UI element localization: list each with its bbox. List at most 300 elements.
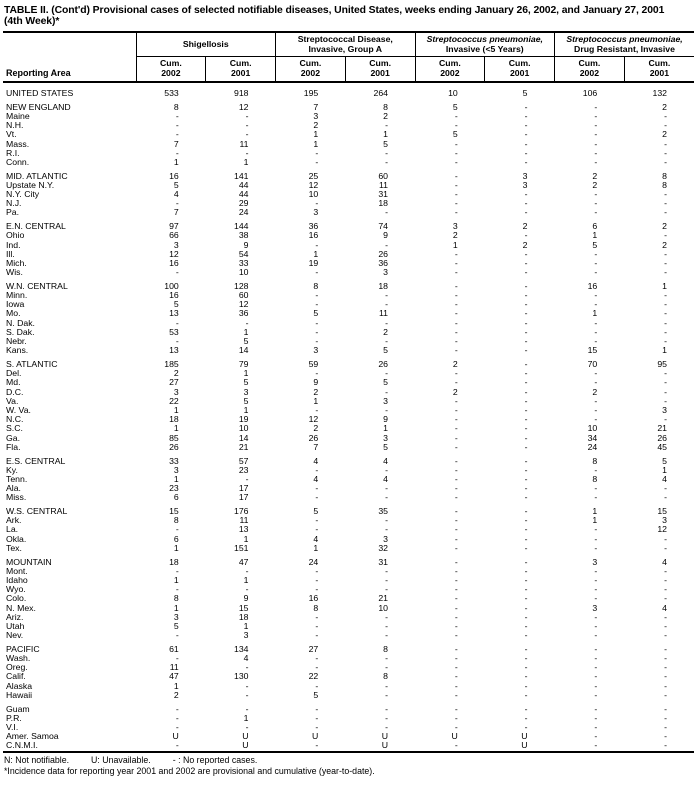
reporting-area-cell: Guam (6, 704, 30, 714)
value-cell: 7 (313, 102, 319, 112)
value-cell: - (594, 300, 598, 310)
value-cell: - (664, 644, 668, 654)
value-cell: - (664, 585, 668, 595)
value-cell: - (594, 249, 598, 259)
value-cell: 97 (169, 222, 179, 232)
value-cell: 5 (313, 507, 319, 517)
table-row (3, 732, 694, 741)
value-cell: 5 (383, 346, 389, 356)
value-cell: - (315, 240, 319, 250)
table-row (3, 631, 694, 640)
value-cell: 16 (169, 171, 179, 181)
value-cell: - (524, 723, 528, 732)
value-cell: 7 (173, 139, 179, 149)
value-cell: 3 (243, 387, 249, 397)
reporting-area-cell: Tenn. (6, 474, 28, 484)
table-header (3, 32, 694, 82)
value-cell: - (454, 723, 458, 732)
value-cell: - (664, 543, 668, 553)
value-cell: - (664, 672, 668, 682)
value-cell: - (524, 318, 528, 328)
value-cell: 16 (169, 291, 179, 301)
value-cell: - (664, 190, 668, 200)
value-cell: - (385, 663, 389, 673)
value-cell: 32 (378, 543, 389, 553)
table-row (3, 388, 694, 397)
value-cell: 2 (662, 222, 668, 232)
value-cell: - (315, 300, 319, 310)
value-cell: - (175, 121, 179, 131)
table-row (3, 172, 694, 181)
value-cell: 11 (378, 309, 389, 319)
value-cell: 10 (308, 190, 319, 200)
table-title-line2: (4th Week)* (4, 16, 60, 27)
value-cell: - (454, 663, 458, 673)
value-cell: 14 (238, 433, 249, 443)
value-cell: - (315, 566, 319, 576)
value-cell: 21 (657, 424, 668, 434)
reporting-area-cell: Ark. (6, 516, 22, 526)
column-header-cum-2001: Cum. 2001 (345, 57, 415, 82)
reporting-area-cell: Wis. (6, 268, 23, 278)
value-cell: - (664, 139, 668, 149)
value-cell: 2 (592, 387, 598, 397)
value-cell: 18 (169, 557, 179, 567)
group-header-row (3, 32, 694, 57)
value-cell: - (454, 456, 458, 466)
value-cell: 3 (173, 465, 179, 475)
footnote-incidence: *Incidence data for reporting year 2001 and 2002 are provisional and cumulative (year-to-date). (4, 765, 375, 776)
value-cell: - (175, 337, 179, 347)
value-cell: 22 (169, 396, 179, 406)
reporting-area-header: Reporting Area (3, 32, 136, 82)
value-cell: - (175, 318, 179, 328)
value-cell: - (524, 612, 528, 622)
value-cell: 128 (234, 281, 249, 291)
value-cell: - (454, 566, 458, 576)
value-cell: - (315, 704, 319, 714)
value-cell: - (245, 681, 249, 691)
value-cell: - (175, 199, 179, 209)
value-cell: - (454, 690, 458, 700)
value-cell: - (524, 208, 528, 218)
table-row (3, 585, 694, 594)
column-header-cum-2002: Cum. 2002 (276, 57, 346, 82)
value-cell: - (315, 516, 319, 526)
value-cell: - (175, 654, 179, 664)
value-cell: - (315, 493, 319, 503)
value-cell: 130 (234, 672, 249, 682)
value-cell: - (524, 507, 528, 517)
value-cell: - (524, 249, 528, 259)
column-header-cum-2002: Cum. 2002 (555, 57, 625, 82)
value-cell: 144 (234, 222, 249, 232)
value-cell: 19 (238, 415, 249, 425)
value-cell: 1 (592, 516, 598, 526)
value-cell: 10 (238, 424, 249, 434)
value-cell: - (594, 102, 598, 112)
value-cell: - (594, 268, 598, 278)
reporting-area-cell: N.C. (6, 415, 24, 425)
value-cell: 9 (383, 415, 389, 425)
value-cell: 1 (313, 249, 319, 259)
value-cell: 38 (238, 231, 249, 241)
table-row (3, 525, 694, 534)
value-cell: - (245, 148, 249, 158)
value-cell: 29 (238, 199, 249, 209)
value-cell: - (315, 723, 319, 732)
value-cell: 1 (173, 543, 179, 553)
value-cell: 1 (243, 157, 249, 167)
value-cell: - (385, 387, 389, 397)
value-cell: 1 (173, 681, 179, 691)
value-cell: 918 (234, 88, 249, 98)
reporting-area-cell: Del. (6, 369, 22, 379)
value-cell: 2 (452, 387, 458, 397)
value-cell: - (454, 337, 458, 347)
value-cell: - (454, 631, 458, 641)
value-cell: 27 (169, 378, 179, 388)
value-cell: - (524, 268, 528, 278)
group-header-strep-group-a (276, 32, 416, 57)
value-cell: - (175, 130, 179, 140)
column-header-cum-2001: Cum. 2001 (206, 57, 276, 82)
value-cell: - (664, 415, 668, 425)
value-cell: 141 (234, 171, 249, 181)
table-row (3, 231, 694, 240)
value-cell: - (664, 690, 668, 700)
value-cell: 176 (234, 507, 249, 517)
group-label: Invasive, Group A (308, 43, 383, 54)
value-cell: 36 (308, 222, 319, 232)
value-cell: - (245, 723, 249, 732)
value-cell: 10 (448, 88, 458, 98)
value-cell: - (454, 704, 458, 714)
value-cell: 4 (313, 474, 319, 484)
value-cell: - (454, 139, 458, 149)
value-cell: 8 (383, 644, 389, 654)
value-cell: 9 (243, 240, 249, 250)
value-cell: 12 (308, 415, 319, 425)
value-cell: - (385, 369, 389, 379)
value-cell: 14 (238, 346, 249, 356)
value-cell: - (385, 484, 389, 494)
value-cell: 13 (238, 525, 249, 535)
value-cell: 57 (238, 456, 249, 466)
value-cell: 1 (243, 327, 249, 337)
value-cell: 5 (452, 102, 458, 112)
value-cell: - (454, 309, 458, 319)
reporting-area-cell: Mont. (6, 566, 28, 576)
value-cell: - (524, 415, 528, 425)
value-cell: 2 (313, 387, 319, 397)
reporting-area-cell: Iowa (6, 300, 25, 310)
reporting-area-cell: Ill. (6, 249, 15, 259)
value-cell: - (385, 516, 389, 526)
value-cell: - (385, 208, 389, 218)
reporting-area-cell: Okla. (6, 534, 27, 544)
value-cell: - (594, 612, 598, 622)
value-cell: - (524, 585, 528, 595)
value-cell: 5 (173, 300, 179, 310)
value-cell: - (524, 713, 528, 723)
value-cell: - (245, 121, 249, 131)
value-cell: 26 (378, 249, 389, 259)
table-row (3, 723, 694, 732)
table-row (3, 199, 694, 208)
value-cell: - (385, 406, 389, 415)
reporting-area-cell: Wyo. (6, 585, 26, 595)
value-cell: 18 (378, 281, 389, 291)
table-row (3, 300, 694, 309)
value-cell: 85 (169, 433, 179, 443)
value-cell: - (524, 654, 528, 664)
value-cell: 8 (383, 102, 389, 112)
value-cell: - (385, 654, 389, 664)
value-cell: - (454, 318, 458, 328)
reporting-area-cell: Mich. (6, 258, 27, 268)
value-cell: - (315, 681, 319, 691)
value-cell: - (385, 585, 389, 595)
reporting-area-cell: E.S. CENTRAL (6, 456, 66, 466)
value-cell: - (524, 557, 528, 567)
value-cell: 3 (592, 603, 598, 613)
reporting-area-cell: Md. (6, 378, 21, 388)
value-cell: 24 (587, 442, 598, 452)
value-cell: - (315, 406, 319, 415)
value-cell: 3 (383, 534, 389, 544)
value-cell: - (664, 148, 668, 158)
value-cell: - (524, 281, 528, 291)
value-cell: 2 (173, 369, 179, 379)
value-cell: - (315, 621, 319, 631)
group-label: Streptococcal Disease, (297, 34, 393, 44)
value-cell: 79 (238, 359, 249, 369)
value-cell: 5 (243, 396, 249, 406)
table-row (3, 309, 694, 318)
value-cell: - (385, 612, 389, 622)
value-cell: 15 (657, 507, 668, 517)
value-cell: - (594, 130, 598, 140)
value-cell: - (594, 525, 598, 535)
value-cell: 2 (522, 240, 528, 250)
value-cell: - (315, 612, 319, 622)
table-row (3, 475, 694, 484)
value-cell: U (242, 732, 249, 742)
value-cell: 8 (662, 180, 668, 190)
table-row (3, 337, 694, 346)
value-cell: - (315, 631, 319, 641)
value-cell: - (454, 534, 458, 544)
value-cell: - (454, 346, 458, 356)
value-cell: 1 (243, 369, 249, 379)
value-cell: 1 (173, 474, 179, 484)
table-row (3, 268, 694, 277)
value-cell: 5 (243, 378, 249, 388)
value-cell: 33 (169, 456, 179, 466)
value-cell: 3 (383, 396, 389, 406)
value-cell: 54 (238, 249, 249, 259)
value-cell: - (454, 525, 458, 535)
table-row (3, 714, 694, 723)
value-cell: 15 (169, 507, 179, 517)
value-cell: - (245, 111, 249, 121)
table-row (3, 645, 694, 654)
value-cell: - (524, 258, 528, 268)
reporting-area-cell: Amer. Samoa (6, 732, 59, 742)
value-cell: 34 (587, 433, 598, 443)
value-cell: 22 (308, 672, 319, 682)
value-cell: 33 (238, 258, 249, 268)
value-cell: - (454, 268, 458, 278)
value-cell: - (454, 516, 458, 526)
value-cell: 12 (169, 249, 179, 259)
value-cell: - (524, 543, 528, 553)
value-cell: - (454, 396, 458, 406)
value-cell: - (524, 456, 528, 466)
table-row (3, 140, 694, 149)
value-cell: - (524, 424, 528, 434)
value-cell: - (315, 484, 319, 494)
value-cell: - (385, 240, 389, 250)
value-cell: - (524, 525, 528, 535)
value-cell: - (594, 594, 598, 604)
value-cell: - (594, 654, 598, 664)
value-cell: - (594, 493, 598, 503)
table-row (3, 319, 694, 328)
value-cell: - (385, 704, 389, 714)
value-cell: 11 (169, 663, 179, 673)
reporting-area-cell: Ga. (6, 433, 21, 443)
reporting-area-cell: S.C. (6, 424, 23, 434)
table-row (3, 291, 694, 300)
table-row (3, 741, 694, 751)
table-row (3, 663, 694, 672)
table-title-line1: TABLE II. (Cont'd) Provisional cases of selected notifiable diseases, United States, weeks ending January 26, 2002, and January 27, 2001 (4, 5, 665, 16)
value-cell: - (664, 484, 668, 494)
value-cell: 5 (313, 690, 319, 700)
value-cell: - (524, 631, 528, 641)
value-cell: - (454, 148, 458, 158)
reporting-area-cell: Calif. (6, 672, 26, 682)
value-cell: - (245, 474, 249, 484)
value-cell: - (594, 157, 598, 167)
value-cell: - (315, 157, 319, 167)
value-cell: - (664, 534, 668, 544)
reporting-area-cell: D.C. (6, 387, 24, 397)
value-cell: - (524, 442, 528, 452)
footnote-legend (4, 755, 694, 766)
value-cell: - (664, 621, 668, 631)
value-cell: - (664, 337, 668, 347)
value-cell: 4 (313, 456, 319, 466)
value-cell: 18 (169, 415, 179, 425)
reporting-area-cell: E.N. CENTRAL (6, 222, 66, 232)
value-cell: 35 (378, 507, 389, 517)
value-cell: 1 (173, 424, 179, 434)
table-row (3, 443, 694, 452)
value-cell: 1 (243, 406, 249, 415)
value-cell: - (315, 291, 319, 301)
value-cell: 70 (587, 359, 598, 369)
value-cell: 18 (238, 612, 249, 622)
value-cell: 1 (313, 543, 319, 553)
reporting-area-cell: W.N. CENTRAL (6, 281, 68, 291)
value-cell: 17 (238, 493, 249, 503)
value-cell: 4 (662, 474, 668, 484)
value-cell: 74 (378, 222, 389, 232)
value-cell: - (454, 300, 458, 310)
value-cell: - (385, 493, 389, 503)
value-cell: 31 (378, 557, 389, 567)
value-cell: 3 (522, 180, 528, 190)
value-cell: - (524, 130, 528, 140)
value-cell: 1 (243, 534, 249, 544)
reporting-area-cell: N.Y. City (6, 190, 40, 200)
reporting-area-cell: Maine (6, 111, 30, 121)
reporting-area-cell: N.J. (6, 199, 22, 209)
value-cell: - (454, 258, 458, 268)
value-cell: 12 (308, 180, 319, 190)
value-cell: - (594, 681, 598, 691)
reporting-area-cell: Tex. (6, 543, 22, 553)
value-cell: - (454, 291, 458, 301)
value-cell: - (385, 681, 389, 691)
value-cell: - (454, 369, 458, 379)
value-cell: 8 (313, 603, 319, 613)
table-row (3, 594, 694, 603)
value-cell: - (315, 148, 319, 158)
value-cell: 4 (383, 456, 389, 466)
value-cell: 44 (238, 190, 249, 200)
value-cell: - (454, 603, 458, 613)
value-cell: U (242, 741, 249, 751)
value-cell: 11 (378, 180, 389, 190)
value-cell: 47 (169, 672, 179, 682)
reporting-area-cell: Va. (6, 396, 19, 406)
value-cell: - (594, 585, 598, 595)
value-cell: - (594, 534, 598, 544)
value-cell: 3 (592, 557, 598, 567)
value-cell: 5 (383, 442, 389, 452)
reporting-area-cell: R.I. (6, 148, 20, 158)
value-cell: - (524, 157, 528, 167)
table-row (3, 457, 694, 466)
value-cell: - (524, 387, 528, 397)
value-cell: 264 (373, 88, 389, 98)
value-cell: - (594, 378, 598, 388)
value-cell: - (664, 258, 668, 268)
value-cell: 5 (313, 309, 319, 319)
table-row (3, 208, 694, 217)
value-cell: 1 (243, 621, 249, 631)
table-row (3, 241, 694, 250)
value-cell: - (664, 723, 668, 732)
value-cell: - (175, 566, 179, 576)
value-cell: 132 (652, 88, 668, 98)
value-cell: - (315, 713, 319, 723)
value-cell: 5 (383, 139, 389, 149)
value-cell: 24 (308, 557, 319, 567)
value-cell: - (385, 525, 389, 535)
value-cell: - (664, 566, 668, 576)
value-cell: - (594, 318, 598, 328)
value-cell: - (664, 704, 668, 714)
value-cell: 1 (383, 424, 389, 434)
value-cell: 4 (313, 534, 319, 544)
value-cell: 10 (587, 424, 598, 434)
value-cell: - (175, 723, 179, 732)
